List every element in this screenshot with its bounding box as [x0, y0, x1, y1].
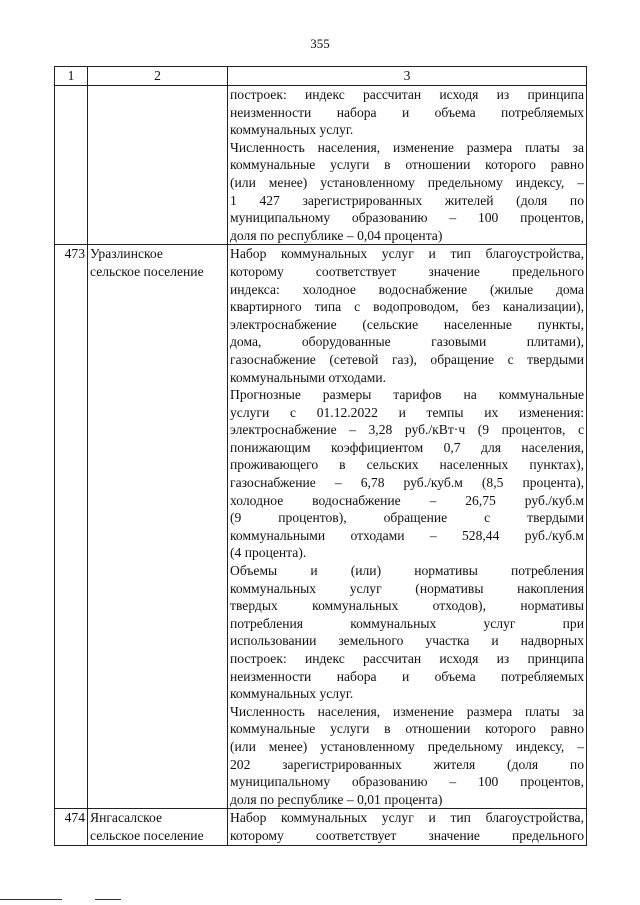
column-header-description: 3: [228, 67, 587, 86]
description-line: коммунальных услуг.: [230, 122, 354, 138]
description-line: твердых коммунальных отходов), нормативы: [230, 598, 584, 614]
settlement-name-line: сельское поселение: [90, 263, 204, 279]
settlement-name: [88, 809, 228, 845]
description-line: понижающим коэффициентом 0,7 для населения,: [230, 439, 584, 455]
settlement-name: [88, 245, 228, 809]
description-line: (или менее) установленному предельному индексу, –: [230, 174, 584, 190]
description-line: муниципальному образованию – 100 процентов,: [230, 210, 584, 226]
description-line: коммунальные услуги в отношении которого равно: [230, 721, 584, 737]
description-line: квартирного типа с водопроводом, без канализации),: [230, 299, 584, 315]
description-line: Набор коммунальных услуг и тип благоустройства,: [230, 810, 584, 826]
settlement-name: [88, 86, 228, 245]
description-line: использовании земельного участка и надворных: [230, 633, 584, 649]
description-line: электроснабжение (сельские населенные пункты,: [230, 316, 584, 332]
table-row: [55, 809, 587, 845]
settlement-name-line: Янгасалское: [90, 810, 163, 826]
table-row: [55, 86, 587, 245]
description-line: коммунальных услуг (нормативы накопления: [230, 580, 584, 596]
description-line: электроснабжение – 3,28 руб./кВт·ч (9 процентов, с: [230, 422, 584, 438]
footer-rule-left: [0, 899, 62, 900]
description-cell: [228, 809, 587, 845]
description-line: 1 427 зарегистрированных жителей (доля по: [230, 192, 584, 208]
column-header-number: 1: [55, 67, 88, 86]
description-line: коммунальных услуг.: [230, 686, 354, 702]
description-line: коммунальные услуги в отношении которого равно: [230, 157, 584, 173]
description-line: построек: индекс рассчитан исходя из принципа: [230, 87, 584, 102]
description-line: построек: индекс рассчитан исходя из принципа: [230, 651, 584, 666]
description-line: 202 зарегистрированных жителя (доля по: [230, 756, 584, 772]
column-header-settlement: 2: [88, 67, 228, 86]
description-line: потребления коммунальных услуг при: [230, 615, 584, 631]
table-row: [55, 245, 587, 809]
description-line: дома, оборудованные газовыми плитами),: [230, 334, 584, 350]
settlement-name-line: сельское поселение: [90, 827, 204, 843]
table-body: [55, 86, 587, 846]
description-line: Набор коммунальных услуг и тип благоустройства,: [230, 246, 584, 262]
description-line: проживающего в сельских населенных пунктах),: [230, 457, 584, 473]
row-number: [55, 86, 88, 245]
row-number: 473: [55, 245, 88, 809]
description-line: которому соответствует значение предельного: [230, 263, 584, 279]
description-line: которому соответствует значение предельного: [230, 827, 584, 843]
description-line: холодное водоснабжение – 26,75 руб./куб.м: [230, 492, 584, 508]
description-line: Прогнозные размеры тарифов на коммунальные: [230, 387, 584, 403]
description-line: Численность населения, изменение размера платы за: [230, 703, 584, 719]
description-line: доля по республике – 0,04 процента): [230, 227, 443, 243]
description-line: индекса: холодное водоснабжение (жилые дома: [230, 281, 584, 297]
description-line: газоснабжение (сетевой газ), обращение с твердыми: [230, 351, 584, 367]
description-line: Объемы и (или) нормативы потребления: [230, 563, 584, 579]
description-line: (4 процента).: [230, 545, 307, 561]
description-line: услуги с 01.12.2022 и темпы их изменения:: [230, 404, 584, 420]
description-line: газоснабжение – 6,78 руб./куб.м (8,5 процента),: [230, 475, 584, 491]
description-line: доля по республике – 0,01 процента): [230, 791, 443, 807]
table-header-row: [55, 67, 587, 86]
description-line: (9 процентов), обращение с твердыми: [230, 510, 584, 526]
tariff-table: [54, 66, 587, 846]
description-cell: [228, 86, 587, 245]
settlement-name-line: Уразлинское: [90, 246, 163, 262]
description-line: неизменности набора и объема потребляемых: [230, 104, 584, 120]
description-line: неизменности набора и объема потребляемых: [230, 668, 584, 684]
description-line: коммунальными отходами.: [230, 369, 387, 385]
page-number: 355: [310, 36, 330, 51]
description-line: (или менее) установленному предельному индексу, –: [230, 738, 584, 754]
description-line: коммунальными отходами – 528,44 руб./куб.м: [230, 527, 584, 543]
description-cell: [228, 245, 587, 809]
description-line: Численность населения, изменение размера платы за: [230, 139, 584, 155]
description-line: муниципальному образованию – 100 процентов,: [230, 774, 584, 790]
row-number: 474: [55, 809, 88, 845]
footer-rule-right: [95, 899, 121, 900]
